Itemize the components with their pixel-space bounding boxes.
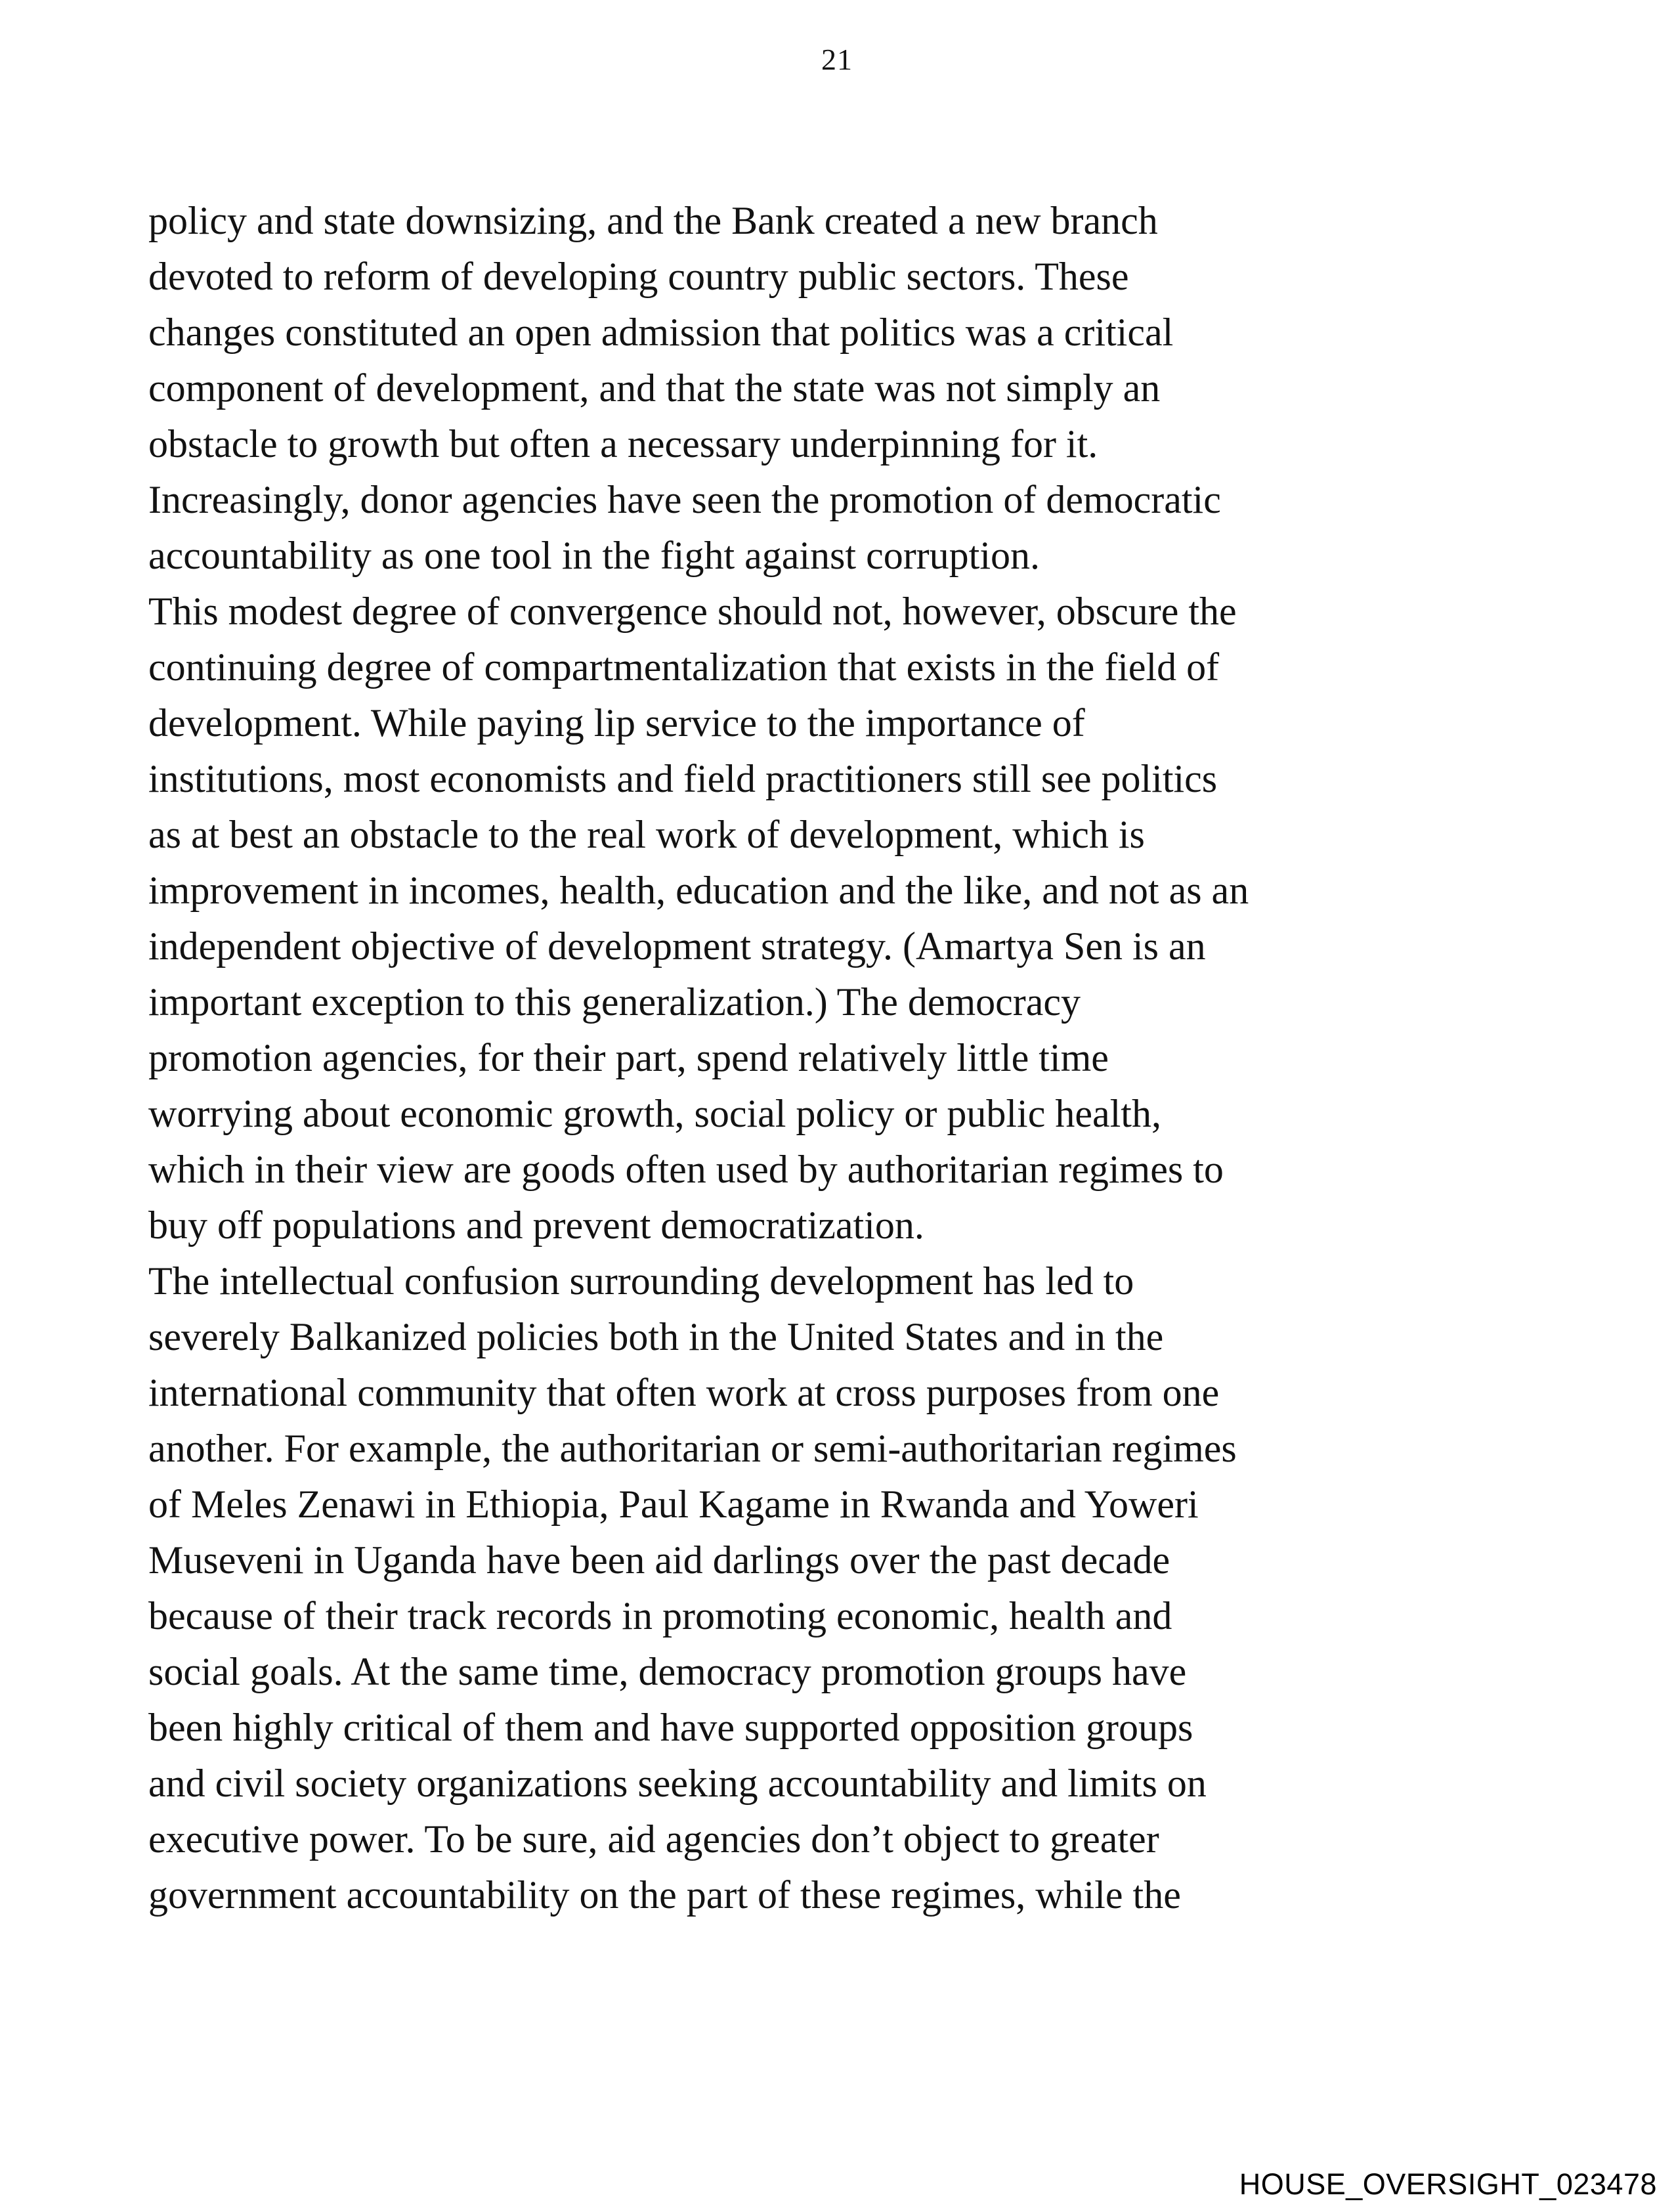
text-line: obstacle to growth but often a necessary underpinning for it. xyxy=(148,422,1098,466)
text-line: worrying about economic growth, social policy or public health, xyxy=(148,1092,1161,1135)
text-line: continuing degree of compartmentalization that exists in the field of xyxy=(148,645,1220,689)
text-line: The intellectual confusion surrounding development has led to xyxy=(148,1259,1134,1303)
text-line: been highly critical of them and have supported opposition groups xyxy=(148,1706,1193,1749)
text-line: as at best an obstacle to the real work of development, which is xyxy=(148,813,1145,856)
text-line: because of their track records in promoting economic, health and xyxy=(148,1594,1172,1637)
text-line: development. While paying lip service to the importance of xyxy=(148,701,1085,745)
text-line: buy off populations and prevent democratization. xyxy=(148,1204,924,1247)
text-line: government accountability on the part of these regimes, while the xyxy=(148,1873,1181,1917)
text-line: which in their view are goods often used by authoritarian regimes to xyxy=(148,1148,1224,1191)
paragraph xyxy=(148,584,1524,1253)
footer-stamp: HOUSE_OVERSIGHT_023478 xyxy=(1239,2167,1657,2201)
text-line: and civil society organizations seeking accountability and limits on xyxy=(148,1762,1207,1805)
paragraph xyxy=(148,1253,1524,1923)
text-line: This modest degree of convergence should not, however, obscure the xyxy=(148,590,1237,633)
text-line: accountability as one tool in the fight against corruption. xyxy=(148,534,1040,577)
text-line: social goals. At the same time, democracy promotion groups have xyxy=(148,1650,1187,1693)
text-line: Museveni in Uganda have been aid darlings over the past decade xyxy=(148,1538,1170,1582)
text-line: another. For example, the authoritarian or semi-authoritarian regimes xyxy=(148,1427,1237,1470)
text-line: policy and state downsizing, and the Bank created a new branch xyxy=(148,199,1158,242)
text-line: important exception to this generalization.) The democracy xyxy=(148,980,1081,1024)
text-line: devoted to reform of developing country public sectors. These xyxy=(148,255,1129,298)
text-line: changes constituted an open admission that politics was a critical xyxy=(148,311,1174,354)
page-number: 21 xyxy=(821,43,853,76)
body-text xyxy=(148,193,1524,1923)
text-line: institutions, most economists and field practitioners still see politics xyxy=(148,757,1218,800)
text-line: independent objective of development strategy. (Amartya Sen is an xyxy=(148,924,1206,968)
text-line: improvement in incomes, health, education and the like, and not as an xyxy=(148,869,1249,912)
text-line: international community that often work at cross purposes from one xyxy=(148,1371,1220,1414)
text-line: Increasingly, donor agencies have seen the promotion of democratic xyxy=(148,478,1221,521)
text-line: executive power. To be sure, aid agencies don’t object to greater xyxy=(148,1817,1159,1861)
text-line: component of development, and that the state was not simply an xyxy=(148,366,1161,410)
text-line: promotion agencies, for their part, spend relatively little time xyxy=(148,1036,1109,1079)
text-line: severely Balkanized policies both in the United States and in the xyxy=(148,1315,1164,1358)
paragraph xyxy=(148,193,1524,584)
text-line: of Meles Zenawi in Ethiopia, Paul Kagame in Rwanda and Yoweri xyxy=(148,1483,1199,1526)
